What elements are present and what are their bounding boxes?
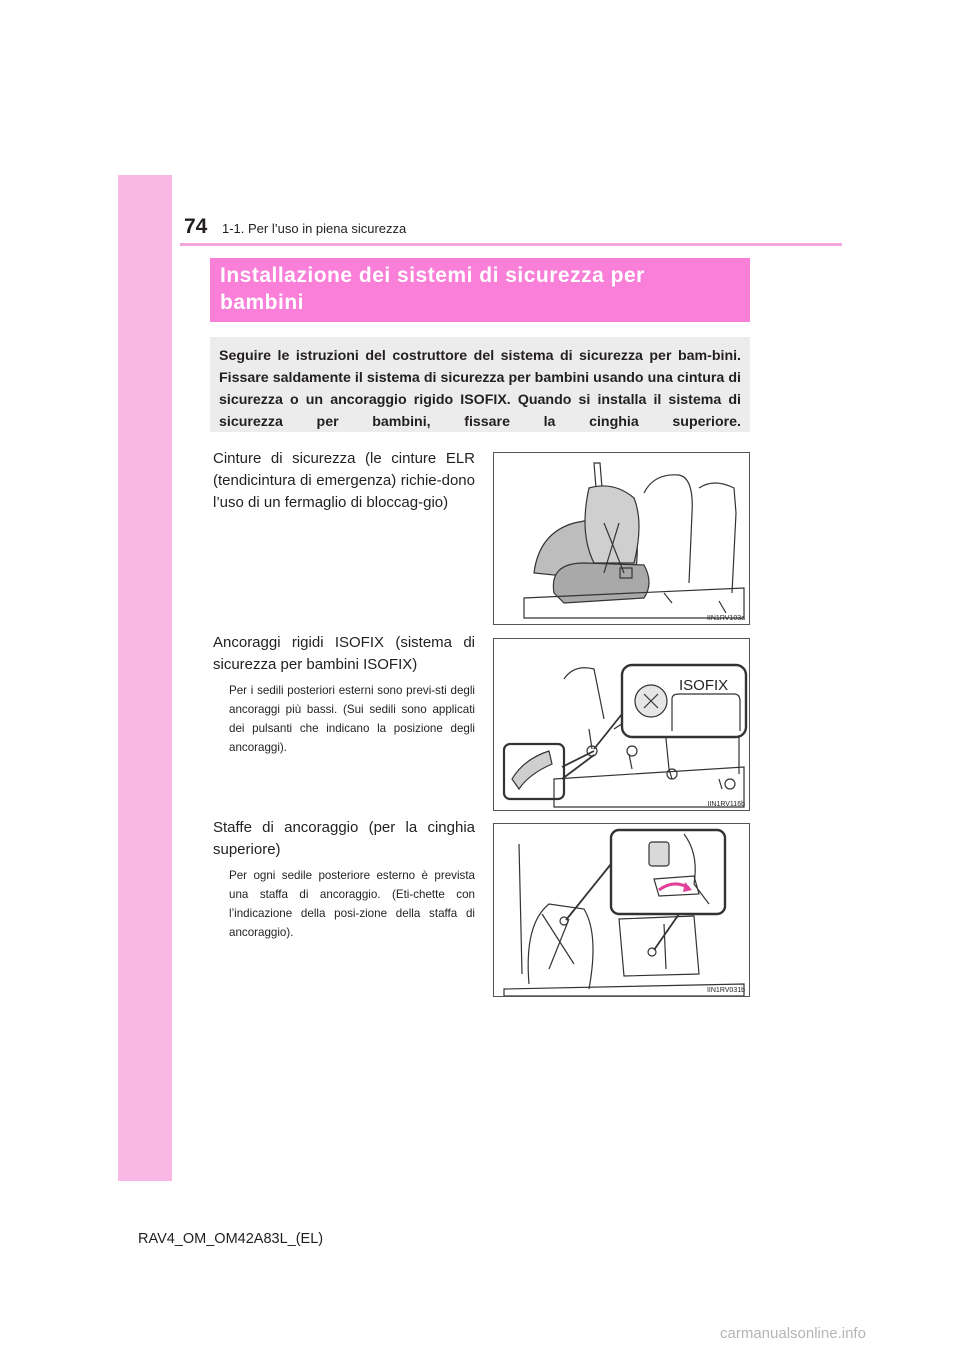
footer-doc-code: RAV4_OM_OM42A83L_(EL) <box>138 1231 324 1247</box>
page-heading <box>210 258 750 322</box>
header-rule <box>180 243 842 246</box>
seatbelt-child-seat-illustration <box>494 453 749 624</box>
page-number: 74 <box>184 215 208 238</box>
heading-line-2: bambini <box>220 291 305 314</box>
figure-isofix-anchors <box>493 638 750 811</box>
item-title-seatbelts: Cinture di sicurezza (le cinture ELR (tendicintura di emergenza) richie-dono l’uso di un fermaglio di bloccag-gio) <box>213 450 475 511</box>
item-desc-tether-brackets: Per ogni sedile posteriore esterno è prevista una staffa di ancoraggio. (Eti-chette con l’indicazione della posi-zione della staffa di ancoraggio). <box>229 869 475 939</box>
section-title: 1-1. Per l’uso in piena sicurezza <box>222 221 407 236</box>
heading-line-1: Installazione dei sistemi di sicurezza per <box>220 264 645 287</box>
tether-bracket-illustration <box>494 824 749 996</box>
item-title-isofix: Ancoraggi rigidi ISOFIX (sistema di sicurezza per bambini ISOFIX) <box>213 634 475 673</box>
isofix-label: ISOFIX <box>679 677 729 694</box>
figure-seatbelt-child-seat <box>493 452 750 625</box>
item-desc-isofix: Per i sedili posteriori esterni sono previ-sti degli ancoraggi più bassi. (Sui sedili sono applicati dei pulsanti che indicano la posizione degli ancoraggi). <box>229 684 475 754</box>
figure-code-2: IIN1RV116b <box>707 801 745 808</box>
item-title-tether-brackets: Staffe di ancoraggio (per la cinghia superiore) <box>213 819 475 858</box>
intro-text: Seguire le istruzioni del costruttore del sistema di sicurezza per bam-bini. Fissare saldamente il sistema di sicurezza per bambini usando una cintura di sicurezza o un ancoraggio rigido ISOFIX. Quando si installa il sistema di sicurezza per bambini, fissare la cinghia superiore. <box>219 348 741 430</box>
watermark: carmanualsonline.info <box>720 1325 866 1342</box>
figure-code-3: IIN1RV031b <box>706 987 745 994</box>
side-band <box>118 175 172 1181</box>
figure-tether-brackets <box>493 823 750 997</box>
intro-box <box>210 337 750 432</box>
figure-code-1: IIN1RV103a <box>706 615 745 622</box>
isofix-illustration <box>494 639 749 810</box>
